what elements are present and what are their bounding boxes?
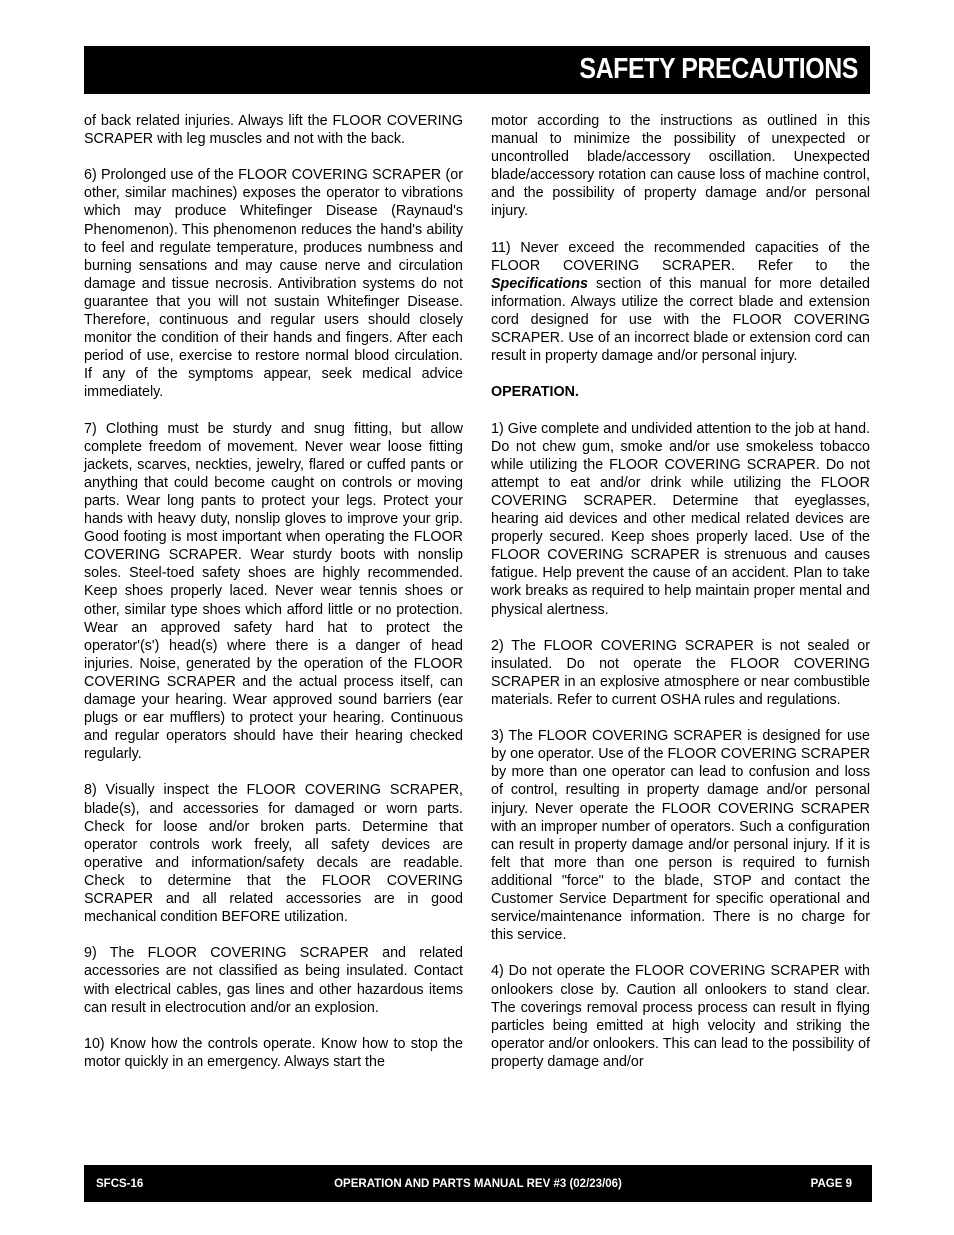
right-column [491,112,870,1071]
capacities-text-start: 11) Never exceed the recommended capacities of the FLOOR COVERING SCRAPER. Refer to the [491,239,870,274]
paragraph-item-11-capacities [491,239,870,366]
footer-manual-title: OPERATION AND PARTS MANUAL REV #3 (02/23/06) [334,1178,622,1190]
footer-model-number: SFCS-16 [96,1178,144,1190]
paragraph-operation-3-one-operator: 3) The FLOOR COVERING SCRAPER is designed for use by one operator. Use of the FLOOR COVERING SCRAPER by more than one operator can lead to confusion and loss of control, resulting in property damage and/or personal injury. Never operate the FLOOR COVERING SCRAPER with an improper number of operators. Such a configuration can result in property damage and/or personal injury. If it is felt that more than one person is required to furnish additional "force" to the blade, STOP and contact the Customer Service Department for specific operational and service/maintenance information. There is no charge for this service. [491,728,871,944]
paragraph-item-8-inspect: 8) Visually inspect the FLOOR COVERING SCRAPER, blade(s), and accessories for damaged or worn parts. Check for loose and/or broken parts. Determine that operator controls work freely, all safety devices are operative and information/safety decals are readable. Check to determine that the FLOOR COVERING SCRAPER and all related accessories are in good mechanical condition BEFORE utilization. [84,782,463,926]
paragraph-item-7-clothing: 7) Clothing must be sturdy and snug fitting, but allow complete freedom of movement. Never wear loose fitting jackets, scarves, neckties, jewelry, flared or cuffed pants or anything that could become caught on controls or moving parts. Wear long pants to protect your legs. Protect your hands with heavy duty, nonslip gloves to improve your grip. Good footing is most important when operating the FLOOR COVERING SCRAPER. Wear sturdy boots with nonslip soles. Steel-toed safety shoes are highly recommended. Keep shoes properly laced. Never wear tennis shoes or other, similar type shoes which afford little or no protection. Wear an approved safety hard hat to protect the operator'(s') head(s) where there is a danger of head injuries. Noise, generated by the operation of the FLOOR COVERING SCRAPER and the actual process itself, can damage your hearing. Wear approved sound barriers (ear plugs or ear mufflers) to protect your hearing. Continuous and regular operators should have their hearing checked regularly. [84,420,463,763]
page-header-bar [84,46,870,94]
page-footer-bar [84,1165,872,1202]
paragraph-motor-start: motor according to the instructions as outlined in this manual to minimize the possibility of unexpected or uncontrolled blade/accessory oscillation. Unexpected blade/accessory rotation can cause loss of machine control, and the possibility of property damage and/or personal injury. [491,113,870,220]
capacities-text-end: section of this manual for more detailed information. Always utilize the correct blade and extension cord designed for use with the FLOOR COVERING SCRAPER. Use of an incorrect blade or extension cord can result in property damage and/or personal injury. [491,275,870,365]
footer-page-number: PAGE 9 [810,1178,852,1190]
paragraph-operation-2-not-sealed: 2) The FLOOR COVERING SCRAPER is not sealed or insulated. Do not operate the FLOOR COVERING SCRAPER in an explosive atmosphere or near combustible materials. Refer to current OSHA rules and regulations. [491,637,870,708]
left-column [84,112,463,1071]
paragraph-item-9-insulation: 9) The FLOOR COVERING SCRAPER and related accessories are not classified as being insulated. Contact with electrical cables, gas lines and other hazardous items can result in electrocution and/or an explosion. [84,945,463,1016]
paragraph-operation-1-attention: 1) Give complete and undivided attention to the job at hand. Do not chew gum, smoke and/or use smokeless tobacco while utilizing the FLOOR COVERING SCRAPER. Do not attempt to eat and/or drink while utilizing the FLOOR COVERING SCRAPER. Determine that eyeglasses, hearing aid devices and other medical related devices are properly secured. Keep shoes properly laced. Use of the FLOOR COVERING SCRAPER is strenuous and causes fatigue. Help prevent the cause of an accident. Plan to take work breaks as required to help maintain proper mental and physical alertness. [491,420,870,618]
paragraph-item-10-controls: 10) Know how the controls operate. Know how to stop the motor quickly in an emergency. Always start the [84,1035,463,1070]
specifications-reference: Specifications [491,275,588,292]
section-heading-operation: OPERATION. [491,384,579,401]
paragraph-operation-4-onlookers: 4) Do not operate the FLOOR COVERING SCRAPER with onlookers close by. Caution all onlookers to stand clear. The coverings removal process process can result in flying particles being emitted at high velocity and striking the operator and/or onlookers. This can lead to the possibility of property damage and/or [491,963,870,1070]
page-title: SAFETY PRECAUTIONS [579,53,858,85]
paragraph-back-injuries: of back related injuries. Always lift the FLOOR COVERING SCRAPER with leg muscles and not with the back. [84,113,463,148]
paragraph-item-6-whitefinger: 6) Prolonged use of the FLOOR COVERING SCRAPER (or other, similar machines) exposes the operator to vibrations which may produce Whitefinger Disease (Raynaud's Phenomenon). This phenomenon reduces the hand's ability to feel and regulate temperature, produces numbness and burning sensations and may cause nerve and circulation damage and tissue necrosis. Antivibration systems do not guarantee that you will not sustain Whitefinger Disease. Therefore, continuous and regular users should closely monitor the condition of their hands and fingers. After each period of use, exercise to restore normal blood circulation. If any of the symptoms appear, seek medical advice immediately. [84,167,463,401]
